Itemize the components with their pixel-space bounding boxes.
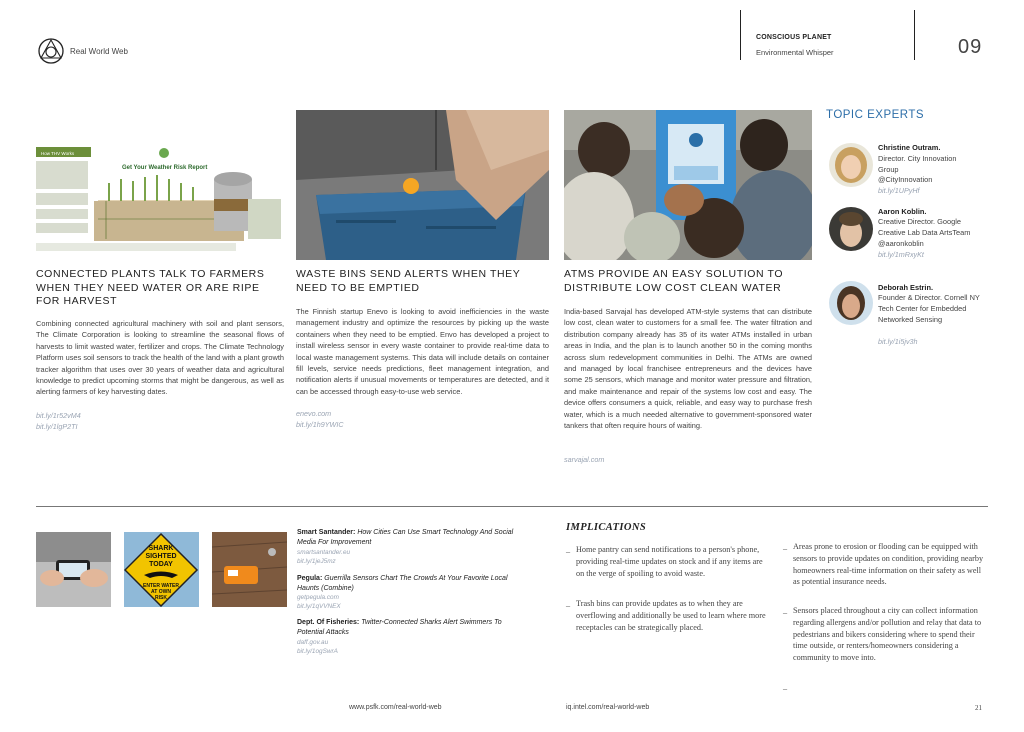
source-entry: [297, 618, 519, 638]
section-subtitle: Environmental Whisper: [756, 48, 834, 57]
article-link[interactable]: bit.ly/1lgP2TI: [36, 422, 78, 431]
article-body: India-based Sarvajal has developed ATM-style systems that can distribute low cost, clean water to customers for a small fee. The water filtration and distribution company already has 35 of its water ATMs installed in urban areas in India, and the plan is to launch another 50 in the coming months across slum redevelopment communities in Delhi. The ATMs are owned and managed by local franchisee entrepreneurs and the devices have some 25 sensors, which manage and monitor water pressure and filtration, and make maintenance and repair of the systems low cost and easy. The device offers consumers a quick, reliable, and easy way to purchase fresh water, which is a much needed alternative to government-sponsored water tankers that often require hours of waiting.: [564, 307, 812, 431]
article-body: The Finnish startup Enevo is looking to avoid inefficiencies in the waste management industry and optimize the resources by picking up the waste containers when they need to be emptied. Envo has developed a project to install wireless sensor in every waste container to provide real-time data to local waste management systems. This data will include details on container fill levels, service needs predictions, fleet management integration, and notification alerts if unusual movements or temperatures are detected, and it can be accessed through easy-to-use web service.: [296, 307, 549, 396]
sign-text: AT OWN: [151, 589, 171, 595]
sign-text: ENTER WATER: [142, 583, 180, 589]
footer-url[interactable]: www.psfk.com/real-world-web: [349, 704, 442, 711]
source-link[interactable]: getpegula.com: [297, 594, 339, 601]
expert-role: Director. City Innovation Group: [878, 154, 957, 174]
source-link[interactable]: bit.ly/1qVVNEX: [297, 603, 341, 610]
expert-link[interactable]: bit.ly/1i5jv3h: [878, 337, 918, 346]
implication-text: Trash bins can provide updates as to when they are overflowing and additionally be used to learn where more receptacles can be strategically placed.: [576, 599, 766, 632]
expert-name: Christine Outram.: [878, 143, 941, 152]
source-link[interactable]: smartsantander.eu: [297, 549, 351, 556]
implication-text: Sensors placed throughout a city can collect information regarding allergens and/or pollution and relay that data to pedestrians and bikers considering where to spend their time outside, or renters/homeowners considering a community to move into.: [793, 606, 982, 663]
phone-hand-photo: [36, 532, 111, 607]
article-link[interactable]: sarvajal.com: [564, 455, 605, 464]
source-link[interactable]: bit.ly/1jeJ5mz: [297, 558, 336, 565]
footer-url[interactable]: iq.intel.com/real-world-web: [566, 704, 650, 711]
source-title: How Cities Can Use Smart Technology And Social Media For Improvement: [297, 529, 514, 546]
implication-item: _ Trash bins can provide updates as to when they are overflowing and additionally be used to learn where more receptacles can be strategically placed.: [566, 599, 766, 632]
article-link[interactable]: bit.ly/1h9YWIC: [296, 420, 344, 429]
sensor-device-photo: [212, 532, 287, 607]
expert-avatar: [829, 281, 873, 325]
source-name: Dept. Of Fisheries:: [297, 619, 360, 626]
topic-experts-title: TOPIC EXPERTS: [826, 109, 925, 121]
article-headline: CONNECTED PLANTS TALK TO FARMERS WHEN THEY NEED WATER OR ARE RIPE FOR HARVEST: [36, 268, 265, 307]
expert-handle[interactable]: @aaronkoblin: [878, 239, 924, 248]
implication-text: Home pantry can send notifications to a person's phone, providing real-time updates on stock and if any items are on the verge of spoiling to avoid waste.: [576, 545, 763, 578]
header-divider: [914, 10, 915, 60]
header-divider: [740, 10, 741, 60]
water-atm-photo: [564, 110, 812, 260]
article-link[interactable]: enevo.com: [296, 409, 332, 418]
sign-text: TODAY: [149, 561, 173, 568]
source-title: Twitter-Connected Sharks Alert Swimmers To Potential Attacks: [297, 619, 502, 636]
source-name: Pegula:: [297, 575, 323, 582]
expert-role: Founder & Director. Cornell NY Tech Center for Embedded Networked Sensing: [878, 293, 980, 324]
section-title: CONSCIOUS PLANET: [756, 34, 832, 41]
source-entry: [297, 574, 519, 594]
brand-logo-icon: [38, 38, 64, 64]
expert-link[interactable]: bit.ly/1UPyHf: [878, 186, 920, 195]
expert-name: Aaron Koblin.: [878, 207, 927, 216]
article-headline: ATMS PROVIDE AN EASY SOLUTION TO DISTRIBUTE LOW COST CLEAN WATER: [564, 268, 784, 294]
source-link[interactable]: bit.ly/1ogSwrA: [297, 648, 338, 655]
infographic-label-top: How THV Works: [41, 151, 75, 156]
footer-page-number: 21: [975, 704, 982, 712]
expert-name: Deborah Estrin.: [878, 283, 934, 292]
waste-bin-photo: [296, 110, 549, 260]
climate-infographic-image: [36, 139, 281, 259]
sign-text: SIGHTED: [145, 553, 177, 560]
source-link[interactable]: daff.gov.au: [297, 639, 329, 646]
expert-link[interactable]: bit.ly/1mRxyKt: [878, 250, 924, 259]
expert-avatar: [829, 207, 873, 251]
shark-warning-sign-photo: [124, 532, 199, 607]
implication-text: Areas prone to erosion or flooding can be equipped with sensors to provide updates on condition, providing nearby homeowners real-time information on their safety as well as potential insurance needs.: [793, 542, 984, 587]
implication-item: _ Sensors placed throughout a city can collect information regarding allergens and/or pollution and relay that data to pedestrians and bikers considering where to spend their time outside, or renters/homeowners considering a community to move into.: [783, 606, 982, 663]
source-name: Smart Santander:: [297, 529, 356, 536]
sign-text: RISK: [155, 595, 167, 601]
article-headline: WASTE BINS SEND ALERTS WHEN THEY NEED TO BE EMPTIED: [296, 268, 521, 294]
expert-handle[interactable]: @CityInnovation: [878, 175, 933, 184]
source-entry: [297, 528, 519, 548]
expert-role: Creative Director. Google Creative Lab Data ArtsTeam: [878, 217, 971, 237]
article-body: Combining connected agricultural machinery with soil and plant sensors, The Climate Corporation is looking to streamline the seasonal flows of harvests to limit wasted water, fertilizer and crops. The Climate Technology Platform uses soil sensors to track the health of the land with a plant growth tracker algorithm that uses over 30 years of weather data and agricultural knowledge to predict upcoming storms that might be dangerous, as well as alerting farmers of key harvesting dates.: [36, 319, 284, 397]
article-link[interactable]: bit.ly/1r52vM4: [36, 411, 81, 420]
expert-avatar: [829, 143, 873, 187]
infographic-label-mid: Get Your Weather Risk Report: [122, 165, 208, 171]
brand-name: Real World Web: [70, 47, 128, 56]
section-number: 09: [958, 36, 983, 58]
source-title: Guerrilla Sensors Chart The Crowds At Your Favorite Local Haunts (Combine): [297, 575, 508, 592]
implication-trailing-dash: _: [783, 682, 788, 691]
sign-text: SHARK: [148, 545, 174, 552]
implication-item: _ Home pantry can send notifications to a person's phone, providing real-time updates on stock and if any items are on the verge of spoiling to avoid waste.: [566, 545, 763, 578]
section-divider: [36, 506, 988, 507]
implication-item: _ Areas prone to erosion or flooding can be equipped with sensors to provide updates on condition, providing nearby homeowners real-time information on their safety as well as potential insurance needs.: [783, 542, 984, 587]
implications-title: IMPLICATIONS: [566, 522, 647, 533]
